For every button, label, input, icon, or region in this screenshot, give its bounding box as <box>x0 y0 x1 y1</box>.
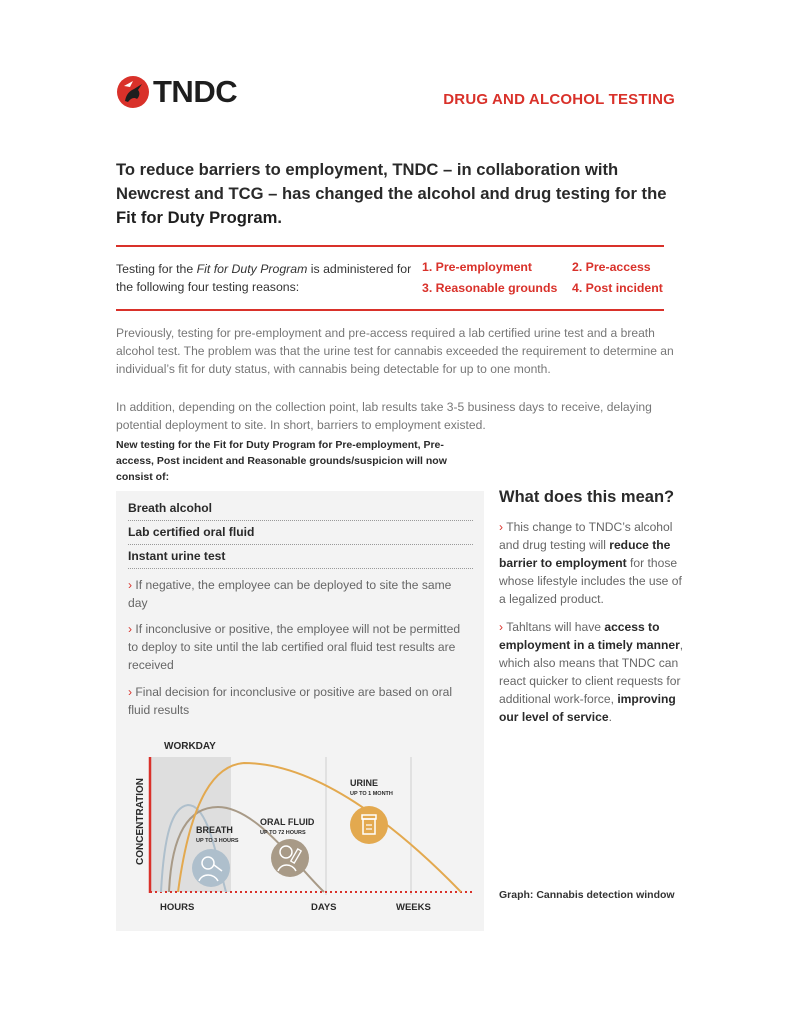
reason-1: 1. Pre-employment <box>422 260 533 274</box>
test-breath-alcohol: Breath alcohol <box>128 501 473 521</box>
reasons-intro: Testing for the Fit for Duty Program is administered for the following four testing reasons: <box>116 262 412 294</box>
oral-fluid-icon <box>271 839 309 877</box>
breath-icon <box>192 849 230 887</box>
bullet-final-decision: › Final decision for inconclusive or positive are based on oral fluid results <box>128 685 453 717</box>
breath-label <box>196 825 239 844</box>
svg-text:BREATH: BREATH <box>196 825 233 835</box>
sidebar-paragraph-2: › Tahltans will have access to employment in a timely manner, which also means that TNDC can react quicker to client requests for additional work-force, improving our level of service. <box>499 620 684 724</box>
paragraph-previously: Previously, testing for pre-employment and pre-access required a lab certified urine test and a breath alcohol test. The problem was that the urine test for cannabis exceeded the requirement to determine an individual’s fit for duty status, with cannabis being detectable for up to one month. <box>116 326 674 376</box>
caret-icon: › <box>128 622 133 636</box>
logo-wordmark: TNDC <box>153 74 238 109</box>
caret-icon: › <box>128 578 133 592</box>
divider-bottom <box>116 309 664 311</box>
bullet-negative: › If negative, the employee can be deployed to site the same day <box>128 578 452 610</box>
sidebar-heading: What does this mean? <box>499 488 675 506</box>
x-tick-hours: HOURS <box>160 902 195 913</box>
svg-text:UP TO 3 HOURS: UP TO 3 HOURS <box>196 838 239 844</box>
bullet-inconclusive: › If inconclusive or positive, the employee will not be permitted to deploy to site until the lab certified oral fluid test results are received <box>128 622 461 672</box>
svg-text:ORAL FLUID: ORAL FLUID <box>260 817 315 827</box>
x-tick-weeks: WEEKS <box>396 902 431 913</box>
sidebar-paragraph-1: › This change to TNDC’s alcohol and drug testing will reduce the barrier to employment for those whose lifestyle includes the use of a legalized product. <box>499 520 682 606</box>
workday-label: WORKDAY <box>164 741 216 752</box>
tndc-logo <box>116 74 237 110</box>
reason-2: 2. Pre-access <box>572 260 651 274</box>
paragraph-in-addition: In addition, depending on the collection point, lab results take 3-5 business days to receive, delaying potential deployment to site. In short, barriers to employment existed. <box>116 400 652 432</box>
svg-text:URINE: URINE <box>350 778 379 788</box>
x-tick-days: DAYS <box>311 902 337 913</box>
cannabis-detection-chart <box>116 735 484 930</box>
reason-3: 3. Reasonable grounds <box>422 281 558 295</box>
urine-cup-icon <box>350 806 388 844</box>
divider-top <box>116 245 664 247</box>
document-title: DRUG AND ALCOHOL TESTING <box>443 91 675 108</box>
program-name: Fit for Duty Program <box>116 208 278 227</box>
new-testing-intro: New testing for the Fit for Duty Program for Pre-employment, Pre-access, Post incident and Reasonable grounds/suspicion will now consist of: <box>116 439 447 483</box>
svg-text:UP TO 1 MONTH: UP TO 1 MONTH <box>350 791 393 797</box>
lead-statement: To reduce barriers to employment, TNDC – in collaboration with Newcrest and TCG – has changed the alcohol and drug testing for the Fit for Duty Program. <box>116 160 667 227</box>
reason-4: 4. Post incident <box>572 281 663 295</box>
urine-label <box>350 778 393 797</box>
test-instant-urine: Instant urine test <box>128 549 473 569</box>
svg-text:UP TO 72 HOURS: UP TO 72 HOURS <box>260 830 306 836</box>
oral-fluid-label <box>260 817 315 836</box>
y-axis-label: CONCENTRATION <box>135 777 146 865</box>
test-oral-fluid: Lab certified oral fluid <box>128 525 473 545</box>
caret-icon: › <box>128 685 133 699</box>
graph-caption: Graph: Cannabis detection window <box>499 889 675 901</box>
tndc-logo-icon <box>116 75 150 109</box>
